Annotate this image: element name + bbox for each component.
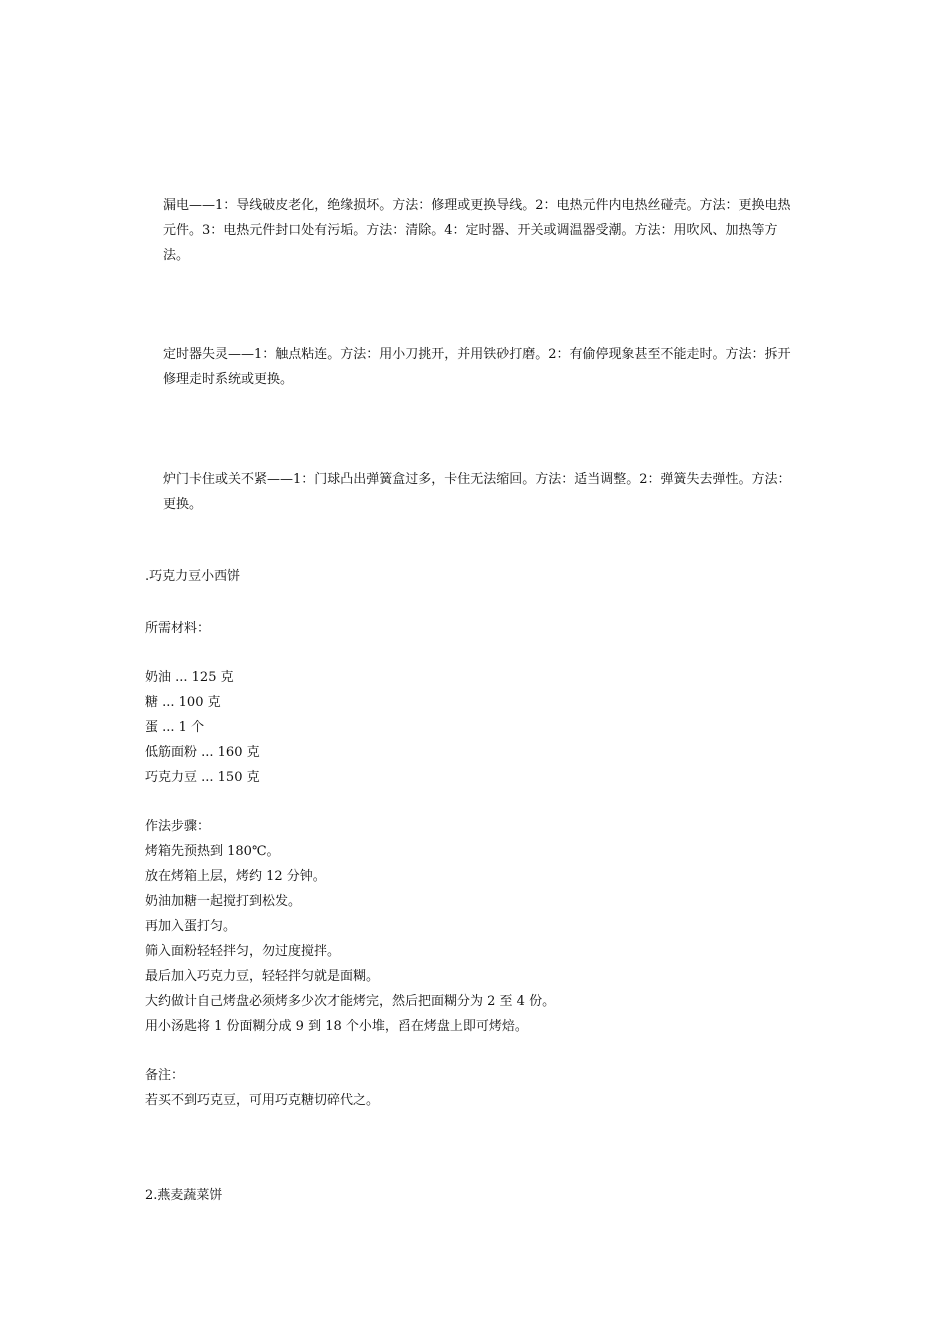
- ingredient-list: [145, 665, 260, 790]
- steps-heading: 作法步骤：: [145, 819, 211, 834]
- ingredient-item: 低筋面粉 ... 160 克: [145, 745, 260, 760]
- step-item: 大约做计自己烤盘必须烤多少次才能烤完，然后把面糊分为 2 至 4 份。: [145, 994, 556, 1009]
- note-text: 若买不到巧克豆，可用巧克糖切碎代之。: [145, 1093, 380, 1108]
- ingredient-item: 蛋 ... 1 个: [145, 720, 205, 735]
- ingredient-item: 巧克力豆 ... 150 克: [145, 770, 260, 785]
- step-list: [145, 839, 555, 1039]
- recipe-title-oat-vegetable-cookie: 2.燕麦蔬菜饼: [145, 1188, 223, 1203]
- step-item: 用小汤匙将 1 份面糊分成 9 到 18 个小堆，舀在烤盘上即可烤焙。: [145, 1019, 528, 1034]
- paragraph-timer-failure: 定时器失灵——1：触点粘连。方法：用小刀挑开，并用铁砂打磨。2：有偷停现象甚至不能走时。方法：拆开修理走时系统或更换。: [163, 347, 791, 387]
- step-item: 最后加入巧克力豆，轻轻拌匀就是面糊。: [145, 969, 380, 984]
- paragraph-leakage: 漏电——1：导线破皮老化，绝缘损坏。方法：修理或更换导线。2：电热元件内电热丝碰壳。方法：更换电热元件。3：电热元件封口处有污垢。方法：清除。4：定时器、开关或调温器受潮。方法：用吹风、加热等方法。: [163, 198, 791, 263]
- recipe-title-chocolate-cookie: .巧克力豆小西饼: [145, 569, 241, 584]
- paragraph-door-stuck: 炉门卡住或关不紧——1：门球凸出弹簧盒过多，卡住无法缩回。方法：适当调整。2：弹簧失去弹性。方法：更换。: [163, 472, 791, 512]
- step-item: 再加入蛋打匀。: [145, 919, 237, 934]
- ingredient-item: 奶油 ... 125 克: [145, 670, 234, 685]
- ingredient-item: 糖 ... 100 克: [145, 695, 221, 710]
- materials-heading: 所需材料：: [145, 621, 211, 636]
- step-item: 筛入面粉轻轻拌匀，勿过度搅拌。: [145, 944, 341, 959]
- note-heading: 备注：: [145, 1068, 185, 1083]
- step-item: 奶油加糖一起搅打到松发。: [145, 894, 302, 909]
- step-item: 放在烤箱上层，烤约 12 分钟。: [145, 869, 326, 884]
- step-item: 烤箱先预热到 180℃。: [145, 844, 280, 859]
